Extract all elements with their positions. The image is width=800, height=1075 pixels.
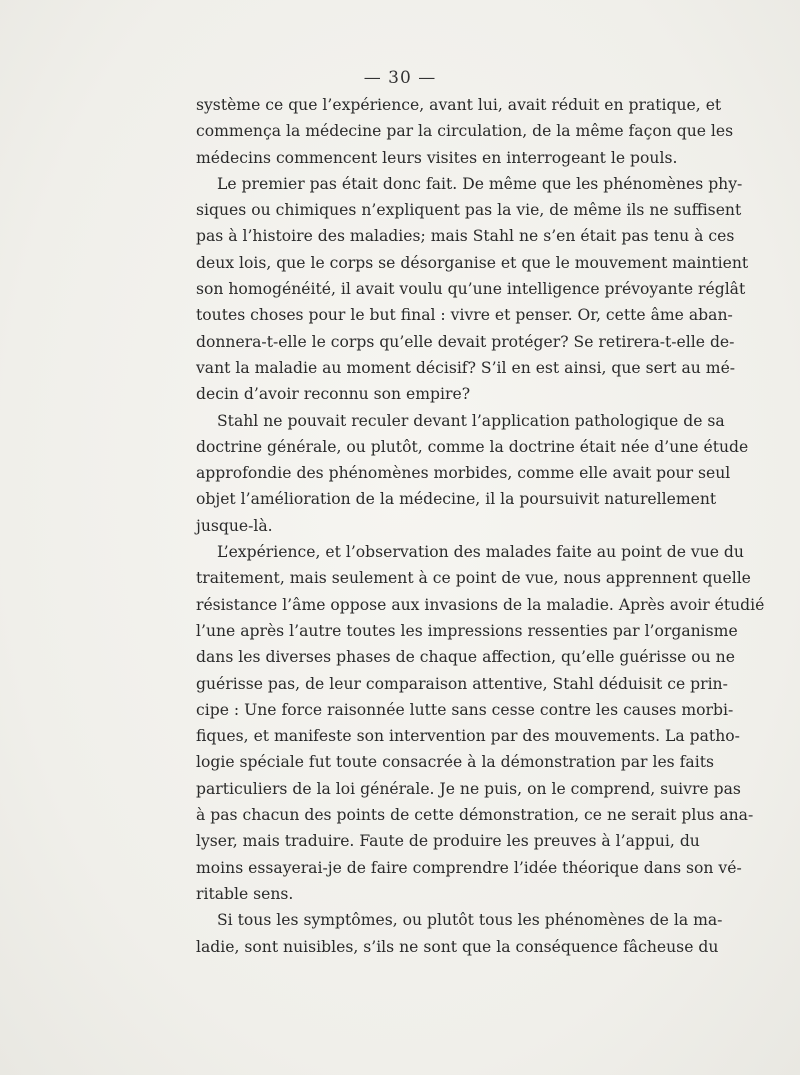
text-line: ritable sens.	[196, 884, 294, 903]
text-line: Stahl ne pouvait reculer devant l’application pathologique de sa	[217, 411, 725, 430]
text-line: approfondie des phénomènes morbides, comme elle avait pour seul	[196, 464, 731, 483]
text-line: fiques, et manifeste son intervention par des mouvements. La patho-	[196, 727, 740, 746]
text-line: guérisse pas, de leur comparaison attentive, Stahl déduisit ce prin-	[196, 674, 728, 693]
text-line: moins essayerai-je de faire comprendre l’idée théorique dans son vé-	[196, 858, 742, 877]
text-line: Si tous les symptômes, ou plutôt tous les phénomènes de la ma-	[217, 911, 723, 930]
text-line: pas à l’histoire des maladies; mais Stahl ne s’en était pas tenu à ces	[196, 227, 735, 246]
text-line: système ce que l’expérience, avant lui, avait réduit en pratique, et	[196, 96, 722, 114]
text-line: ladie, sont nuisibles, s’ils ne sont que la conséquence fâcheuse du	[196, 937, 719, 956]
text-line: l’une après l’autre toutes les impressions ressenties par l’organisme	[196, 621, 738, 640]
text-line: vant la maladie au moment décisif? S’il en est ainsi, que sert au mé-	[196, 358, 736, 377]
text-line: doctrine générale, ou plutôt, comme la doctrine était née d’une étude	[196, 437, 749, 456]
text-line: deux lois, que le corps se désorganise et que le mouvement maintient	[196, 253, 749, 272]
text-line: traitement, mais seulement à ce point de vue, nous apprennent quelle	[196, 569, 751, 588]
text-line: siques ou chimiques n’expliquent pas la vie, de même ils ne suffisent	[196, 201, 742, 220]
text-line: dans les diverses phases de chaque affection, qu’elle guérisse ou ne	[196, 648, 735, 667]
text-line: médecins commencent leurs visites en interrogeant le pouls.	[196, 148, 678, 167]
text-line: decin d’avoir reconnu son empire?	[196, 385, 471, 404]
text-line: jusque-là.	[196, 516, 273, 535]
text-line: à pas chacun des points de cette démonstration, ce ne serait plus ana-	[196, 806, 754, 825]
text-line: L’expérience, et l’observation des malades faite au point de vue du	[217, 543, 744, 562]
text-line: commença la médecine par la circulation, de la même façon que les	[196, 122, 734, 141]
body-text	[196, 92, 765, 960]
text-line: cipe : Une force raisonnée lutte sans cesse contre les causes morbi-	[196, 700, 734, 719]
text-line: toutes choses pour le but final : vivre et penser. Or, cette âme aban-	[196, 306, 733, 325]
text-line: objet l’amélioration de la médecine, il la poursuivit naturellement	[196, 490, 717, 509]
text-line: son homogénéité, il avait voulu qu’une intelligence prévoyante réglât	[196, 280, 746, 299]
text-line: particuliers de la loi générale. Je ne puis, on le comprend, suivre pas	[196, 779, 741, 798]
page-number: — 30 —	[363, 68, 437, 88]
text-line: résistance l’âme oppose aux invasions de la maladie. Après avoir étudié	[196, 595, 765, 614]
text-line: donnera-t-elle le corps qu’elle devait protéger? Se retirera-t-elle de-	[196, 332, 735, 351]
text-line: lyser, mais traduire. Faute de produire les preuves à l’appui, du	[196, 832, 700, 851]
text-line: Le premier pas était donc fait. De même que les phénomènes phy-	[217, 174, 743, 193]
text-line: logie spéciale fut toute consacrée à la démonstration par les faits	[196, 753, 714, 772]
